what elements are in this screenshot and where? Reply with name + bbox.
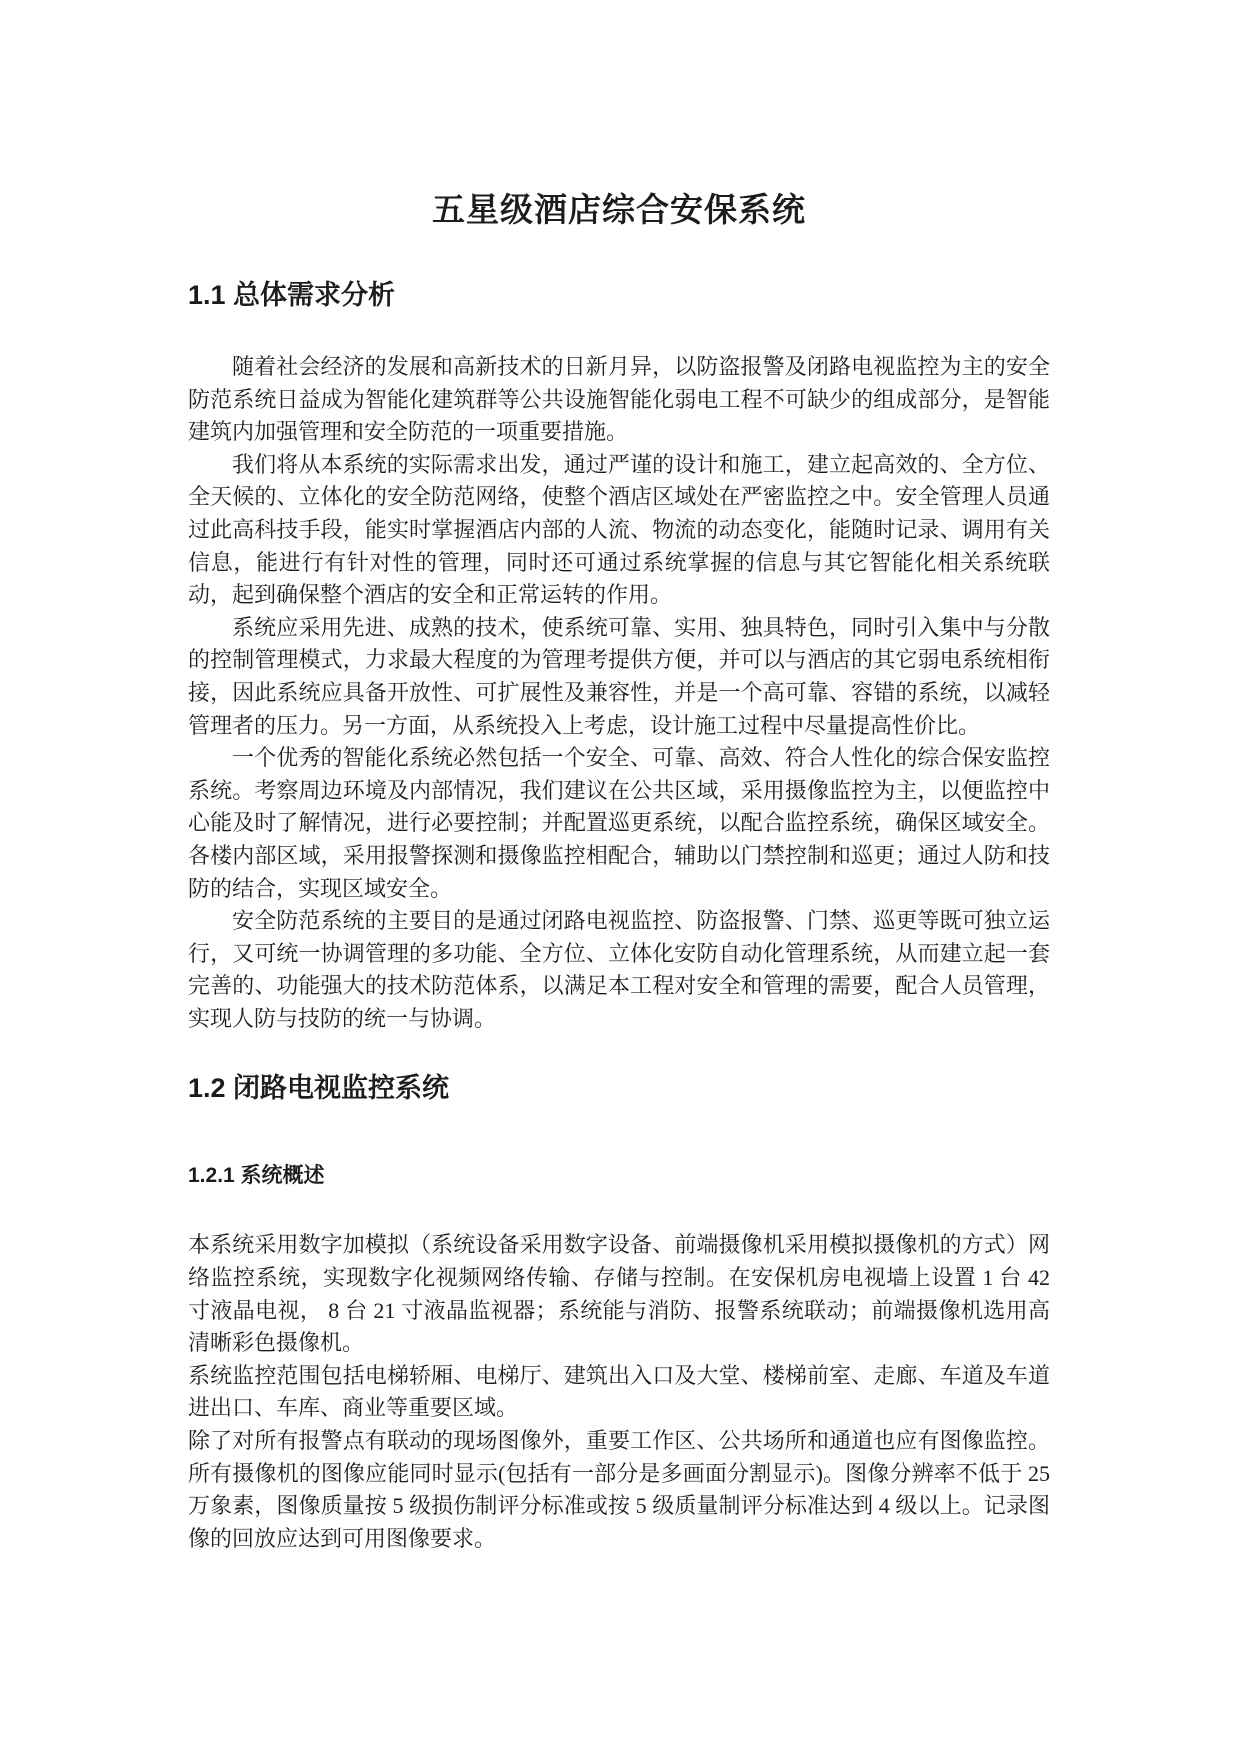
section-heading-1-2: 1.2 闭路电视监控系统: [188, 1073, 450, 1104]
paragraph-cctv-overview-2: 系统监控范围包括电梯轿厢、电梯厅、建筑出入口及大堂、楼梯前室、走廊、车道及车道进出口、车库、商业等重要区域。: [188, 1362, 1050, 1421]
paragraph-overall-need-1: 随着社会经济的发展和高新技术的日新月异，以防盗报警及闭路电视监控为主的安全防范系统日益成为智能化建筑群等公共设施智能化弱电工程不可缺少的组成部分，是智能建筑内加强管理和安全防范的一项重要措施。: [188, 354, 1050, 445]
paragraph-overall-need-2: 我们将从本系统的实际需求出发，通过严谨的设计和施工，建立起高效的、全方位、全天候的、立体化的安全防范网络，使整个酒店区域处在严密监控之中。安全管理人员通过此高科技手段，能实时掌握酒店内部的人流、物流的动态变化，能随时记录、调用有关信息，能进行有针对性的管理，同时还可通过系统掌握的信息与其它智能化相关系统联动，起到确保整个酒店的安全和正常运转的作用。: [188, 451, 1050, 608]
document-title: 五星级酒店综合安保系统: [432, 193, 806, 229]
paragraph-overall-need-3: 系统应采用先进、成熟的技术，使系统可靠、实用、独具特色，同时引入集中与分散的控制管理模式，力求最大程度的为管理考提供方便，并可以与酒店的其它弱电系统相衔接，因此系统应具备开放性、可扩展性及兼容性，并是一个高可靠、容错的系统，以减轻管理者的压力。另一方面，从系统投入上考虑，设计施工过程中尽量提高性价比。: [188, 614, 1050, 738]
paragraph-cctv-overview-1: 本系统采用数字加模拟（系统设备采用数字设备、前端摄像机采用模拟摄像机的方式）网络监控系统，实现数字化视频网络传输、存储与控制。在安保机房电视墙上设置 1 台 42 寸液晶电视， 8 台 21 寸液晶监视器；系统能与消防、报警系统联动；前端摄像机选用高清晰彩色摄像机。: [188, 1232, 1050, 1356]
paragraph-overall-need-5: 安全防范系统的主要目的是通过闭路电视监控、防盗报警、门禁、巡更等既可独立运行，又可统一协调管理的多功能、全方位、立体化安防自动化管理系统，从而建立起一套完善的、功能强大的技术防范体系，以满足本工程对安全和管理的需要，配合人员管理，实现人防与技防的统一与协调。: [188, 908, 1050, 1031]
section-heading-1-1: 1.1 总体需求分析: [188, 280, 396, 310]
paragraph-cctv-overview-3: 除了对所有报警点有联动的现场图像外，重要工作区、公共场所和通道也应有图像监控。所有摄像机的图像应能同时显示(包括有一部分是多画面分割显示)。图像分辨率不低于 25 万象素，图像质量按 5 级损伤制评分标准或按 5 级质量制评分标准达到 4 级以上。记录图像的回放应达到可用图像要求。: [188, 1428, 1050, 1551]
paragraph-overall-need-4: 一个优秀的智能化系统必然包括一个安全、可靠、高效、符合人性化的综合保安监控系统。考察周边环境及内部情况，我们建议在公共区域，采用摄像监控为主，以便监控中心能及时了解情况，进行必要控制；并配置巡更系统，以配合监控系统，确保区域安全。各楼内部区域，采用报警探测和摄像监控相配合，辅助以门禁控制和巡更；通过人防和技防的结合，实现区域安全。: [188, 745, 1050, 901]
subsection-heading-1-2-1: 1.2.1 系统概述: [188, 1164, 325, 1188]
